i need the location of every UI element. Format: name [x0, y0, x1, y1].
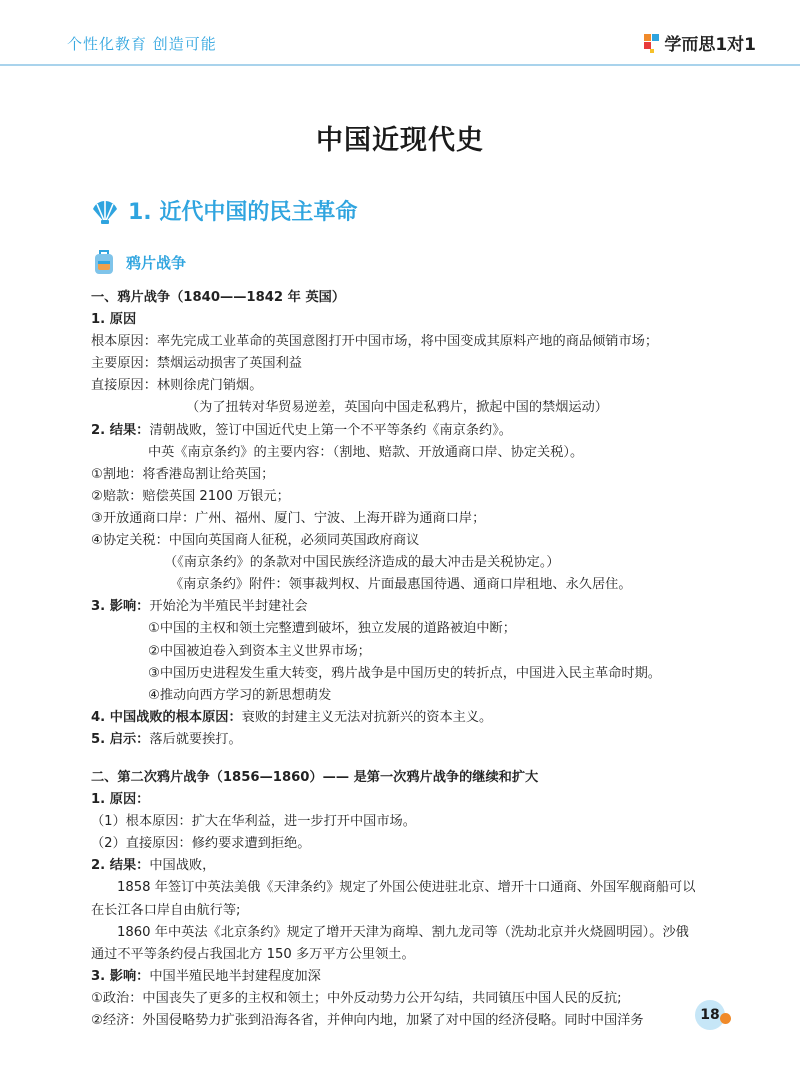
text-line	[91, 486, 731, 508]
text-span: ④协定关税：中国向英国商人征税，必须同英国政府商议	[91, 533, 420, 549]
text-span: 通过不平等条约侵占我国北方 150 多万平方公里领土。	[91, 946, 415, 962]
header-divider	[0, 64, 800, 66]
text-line	[91, 353, 731, 375]
text-span: 开始沦为半殖民半封建社会	[149, 599, 308, 615]
text-span: ②赔款：赔偿英国 2100 万银元；	[91, 488, 290, 504]
text-span: 主要原因：禁烟运动损害了英国利益	[91, 356, 302, 372]
logo-icon	[643, 33, 661, 53]
text-span: （为了扭转对华贸易逆差，英国向中国走私鸦片，掀起中国的禁烟运动）	[186, 400, 608, 416]
bold-label: 1. 原因	[91, 312, 137, 328]
subsection-heading-text: 鸦片战争	[126, 253, 187, 272]
text-line	[91, 811, 731, 833]
shell-icon	[90, 197, 120, 225]
bold-label: 一、鸦片战争（1840——1842 年 英国）	[91, 290, 346, 305]
text-line	[91, 618, 731, 640]
text-line	[91, 900, 731, 922]
page-header	[0, 0, 800, 70]
text-span: ③中国历史进程发生重大转变，鸦片战争是中国历史的转折点，中国进入民主革命时期。	[148, 665, 661, 681]
page-number: 18	[695, 1000, 725, 1030]
page-number-dot	[720, 1013, 731, 1024]
text-line	[91, 707, 731, 729]
text-line	[91, 464, 731, 486]
text-span: ③开放通商口岸：广州、福州、厦门、宁波、上海开辟为通商口岸；	[91, 510, 486, 526]
text-span: 落后就要挨打。	[149, 731, 242, 747]
text-span: ②经济：外国侵略势力扩张到沿海各省，并伸向内地，加紧了对中国的经济侵略。同时中国洋务	[91, 1013, 644, 1028]
text-line	[91, 641, 731, 663]
text-span: ②中国被迫卷入到资本主义世界市场；	[148, 643, 371, 659]
text-span: ①政治：中国丧失了更多的主权和领土；中外反动势力公开勾结，共同镇压中国人民的反抗;	[91, 990, 622, 1006]
text-line	[91, 988, 731, 1010]
text-span: ①割地：将香港岛割让给英国；	[91, 466, 275, 482]
text-span: 清朝战败，签订中国近代史上第一个不平等条约《南京条约》。	[149, 422, 512, 438]
text-line	[91, 552, 731, 574]
page-title: 中国近现代史	[316, 125, 484, 156]
text-line	[91, 397, 731, 419]
document-body	[91, 287, 731, 1032]
text-span: 中国战败，	[149, 858, 216, 874]
text-span: 《南京条约》附件：领事裁判权、片面最惠国待遇、通商口岸租地、永久居住。	[170, 577, 632, 593]
logo-text: 学而思1对1	[664, 35, 756, 55]
text-line	[91, 309, 731, 331]
text-line	[91, 833, 731, 855]
subsection-heading	[90, 248, 186, 276]
text-line	[91, 1010, 731, 1032]
text-line	[91, 375, 731, 397]
bold-label: 2. 结果：	[91, 422, 150, 438]
bold-label: 2. 结果：	[91, 858, 150, 874]
text-line	[91, 685, 731, 707]
bold-label: 5. 启示：	[91, 731, 150, 747]
text-span: 在长江各口岸自由航行等;	[91, 902, 241, 918]
section-heading	[90, 195, 357, 226]
text-line	[91, 331, 731, 353]
text-span: 1858 年签订中英法美俄《天津条约》规定了外国公使进驻北京、增开十口通商、外国军舰商船可以	[117, 880, 696, 896]
text-line	[91, 944, 731, 966]
bold-label: 4. 中国战败的根本原因：	[91, 709, 242, 725]
text-span: 衰败的封建主义无法对抗新兴的资本主义。	[241, 709, 493, 725]
text-span: 根本原因：率先完成工业革命的英国意图打开中国市场，将中国变成其原料产地的商品倾销市场；	[91, 334, 659, 350]
text-line	[91, 922, 731, 944]
text-line	[91, 663, 731, 685]
bold-label: 3. 影响：	[91, 968, 150, 984]
text-span: 直接原因：林则徐虎门销烟。	[91, 378, 263, 394]
bold-label: 3. 影响：	[91, 599, 150, 615]
text-span: （《南京条约》的条款对中国民族经济造成的最大冲击是关税协定。）	[164, 555, 560, 571]
text-line	[91, 420, 731, 442]
brand-logo	[643, 30, 756, 55]
text-span: 中国半殖民地半封建程度加深	[149, 968, 321, 984]
text-line	[91, 855, 731, 877]
text-line	[91, 789, 731, 811]
text-line	[91, 508, 731, 530]
bold-label: 二、第二次鸦片战争（1856—1860）—— 是第一次鸦片战争的继续和扩大	[91, 769, 539, 785]
bold-label: 1. 原因：	[91, 792, 150, 808]
section-heading-text: 1. 近代中国的民主革命	[128, 200, 358, 225]
text-line	[91, 767, 731, 789]
backpack-icon	[90, 248, 118, 276]
text-line	[91, 530, 731, 552]
text-span: （1）根本原因：扩大在华利益，进一步打开中国市场。	[91, 814, 416, 830]
text-span: ①中国的主权和领土完整遭到破坏，独立发展的道路被迫中断；	[148, 621, 516, 637]
text-span: 中英《南京条约》的主要内容：（割地、赔款、开放通商口岸、协定关税）。	[148, 444, 584, 460]
text-line	[91, 596, 731, 618]
text-span: ④推动向西方学习的新思想萌发	[148, 687, 332, 703]
text-line	[91, 287, 731, 309]
text-line	[91, 966, 731, 988]
text-span: 1860 年中英法《北京条约》规定了增开天津为商埠、割九龙司等（洗劫北京并火烧圆明园）。沙俄	[117, 924, 689, 940]
header-slogan: 个性化教育 创造可能	[67, 35, 217, 53]
text-line	[91, 574, 731, 596]
text-line	[91, 877, 731, 899]
paragraph-gap	[91, 751, 731, 767]
text-span: （2）直接原因：修约要求遭到拒绝。	[91, 836, 311, 852]
text-line	[91, 442, 731, 464]
text-line	[91, 729, 731, 751]
